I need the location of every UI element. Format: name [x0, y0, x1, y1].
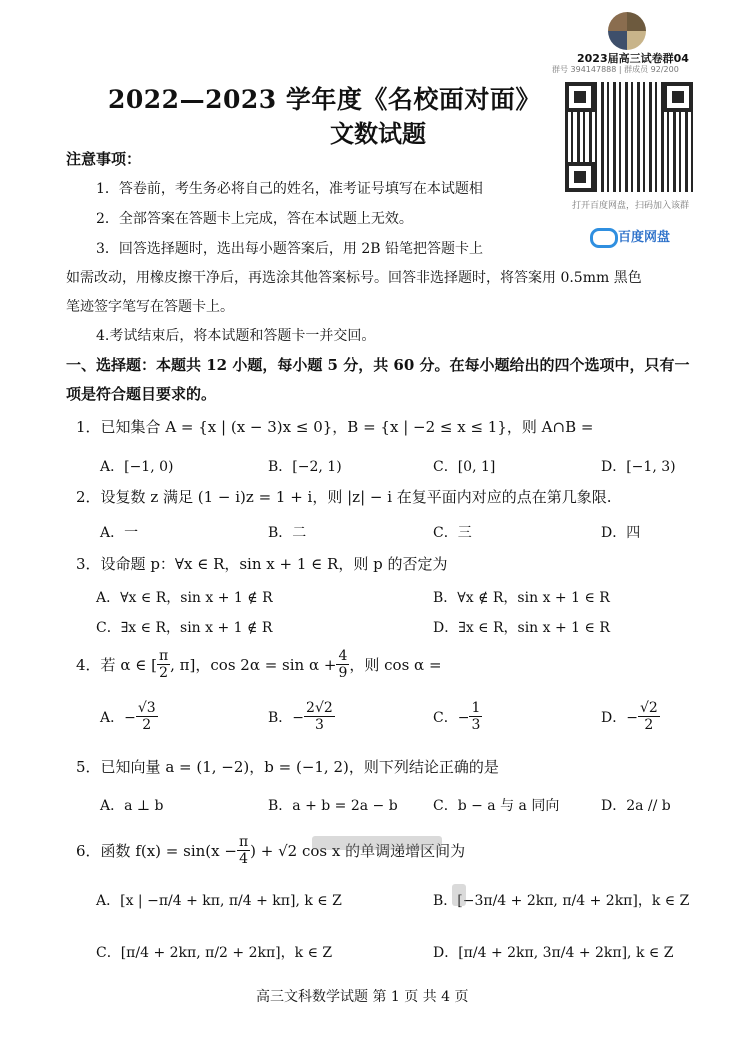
q4-pre: 若 α ∈ [: [100, 656, 157, 674]
q3-option-a: A．∀x ∈ R，sin x + 1 ∉ R: [96, 590, 273, 606]
q6-option-a: A．[x | −π/4 + kπ, π/4 + kπ], k ∈ Z: [96, 893, 342, 909]
note-3-cont: 如需改动，用橡皮擦干净后，再选涂其他答案标号。回答非选择题时，将答案用 0.5mm 黑色: [66, 270, 642, 286]
q6-post: ) + √2 cos x 的单调递增区间为: [250, 842, 466, 860]
question-number: 5．: [76, 758, 101, 776]
question-2: [76, 486, 612, 507]
q6-pre: 函数 f(x) = sin(x −: [100, 842, 237, 860]
note-2: 2．全部答案在答题卡上完成，答在本试题上无效。: [96, 211, 413, 227]
section-heading-2: 项是符合题目要求的。: [66, 385, 217, 403]
question-1: [76, 416, 593, 437]
baidu-cloud-icon: [590, 228, 618, 248]
note-4: 4.考试结束后，将本试题和答题卡一并交回。: [96, 328, 376, 344]
q6-option-c: C．[π/4 + 2kπ, π/2 + 2kπ]，k ∈ Z: [96, 945, 333, 961]
question-number: 2．: [76, 488, 101, 506]
q3-option-d: D．∃x ∈ R，sin x + 1 ∈ R: [433, 620, 610, 636]
q1-option-d: D．[−1, 3): [601, 459, 676, 475]
question-number: 1．: [76, 418, 101, 436]
question-stem: 已知向量 a = (1, −2)，b = (−1, 2)，则下列结论正确的是: [100, 758, 499, 776]
exam-subtitle: 文数试题: [330, 119, 426, 148]
question-number: 6．: [76, 842, 101, 860]
qr-caption-bottom: 打开百度网盘，扫码加入该群: [572, 201, 690, 211]
q6-frac-pi-over-4: $\frac{\pi}{4}$: [238, 834, 249, 867]
note-3-cont2: 笔迹签字笔写在答题卡上。: [66, 299, 234, 315]
q4-option-a: A．− $\frac{√3}{2}$: [100, 700, 156, 733]
q6-option-b: B．[−3π/4 + 2kπ, π/4 + 2kπ]，k ∈ Z: [433, 893, 690, 909]
note-1: 1．答卷前，考生务必将自己的姓名，准考证号填写在本试题相: [96, 181, 483, 197]
section-heading-1: 一、选择题：本题共 12 小题，每小题 5 分，共 60 分。在每小题给出的四个选项中，只有一: [66, 356, 690, 374]
question-stem: 已知集合 A = {x | (x − 3)x ≤ 0}，B = {x | −2 ≤ x ≤ 1}，则 A∩B =: [100, 418, 594, 436]
q4-option-c: C．− $\frac{1}{3}$: [433, 700, 481, 733]
q1-option-c: C．[0, 1]: [433, 459, 496, 475]
qr-id-line: 群号 394147888 | 群成员 92/200: [552, 65, 679, 74]
q5-option-c: C．b − a 与 a 同向: [433, 798, 560, 814]
notes-heading: 注意事项：: [66, 150, 142, 168]
q4-frac-4-9: $\frac{4}{9}$: [338, 648, 348, 681]
qr-caption-top: 2023届高三试卷群04: [577, 52, 689, 65]
q3-option-c: C．∃x ∈ R，sin x + 1 ∉ R: [96, 620, 273, 636]
question-3: [76, 553, 447, 574]
qr-code: [565, 82, 693, 192]
q4-frac-pi-over-2: $\frac{\pi}{2}$: [158, 648, 169, 681]
q4-mid: , π]，cos 2α = sin α +: [170, 656, 337, 674]
question-stem: 设复数 z 满足 (1 − i)z = 1 + i，则 |z| − i 在复平面内对应的点在第几象限.: [100, 488, 612, 506]
q4-post: ，则 cos α =: [349, 656, 442, 674]
baidu-brand: 百度网盘: [618, 230, 671, 245]
q5-option-d: D．2a // b: [601, 798, 671, 814]
exam-title: 2022—2023 学年度《名校面对面》: [108, 85, 541, 114]
q2-option-a: A．一: [100, 525, 139, 541]
question-5: [76, 756, 499, 777]
q4-option-b: B．− $\frac{2√2}{3}$: [268, 700, 333, 733]
scan-smear: [452, 884, 466, 906]
q3-option-b: B．∀x ∉ R，sin x + 1 ∈ R: [433, 590, 610, 606]
q1-option-a: A．[−1, 0): [100, 459, 174, 475]
q6-option-d: D．[π/4 + 2kπ, 3π/4 + 2kπ], k ∈ Z: [433, 945, 674, 961]
note-3: 3．回答选择题时，选出每小题答案后，用 2B 铅笔把答题卡上: [96, 241, 484, 257]
question-4: [76, 648, 442, 681]
q2-option-d: D．四: [601, 525, 641, 541]
page-footer: 高三文科数学试题 第 1 页 共 4 页: [256, 989, 469, 1005]
q2-option-c: C．三: [433, 525, 472, 541]
q5-option-a: A．a ⊥ b: [100, 798, 164, 814]
q5-option-b: B．a + b = 2a − b: [268, 798, 398, 814]
question-stem: 设命题 p：∀x ∈ R，sin x + 1 ∈ R，则 p 的否定为: [100, 555, 448, 573]
q1-option-b: B．[−2, 1): [268, 459, 342, 475]
q2-option-b: B．二: [268, 525, 307, 541]
group-avatar: [608, 12, 646, 50]
scan-smear: [312, 836, 442, 850]
question-number: 3．: [76, 555, 101, 573]
question-number: 4．: [76, 656, 101, 674]
q4-option-d: D．− $\frac{√2}{2}$: [601, 700, 658, 733]
